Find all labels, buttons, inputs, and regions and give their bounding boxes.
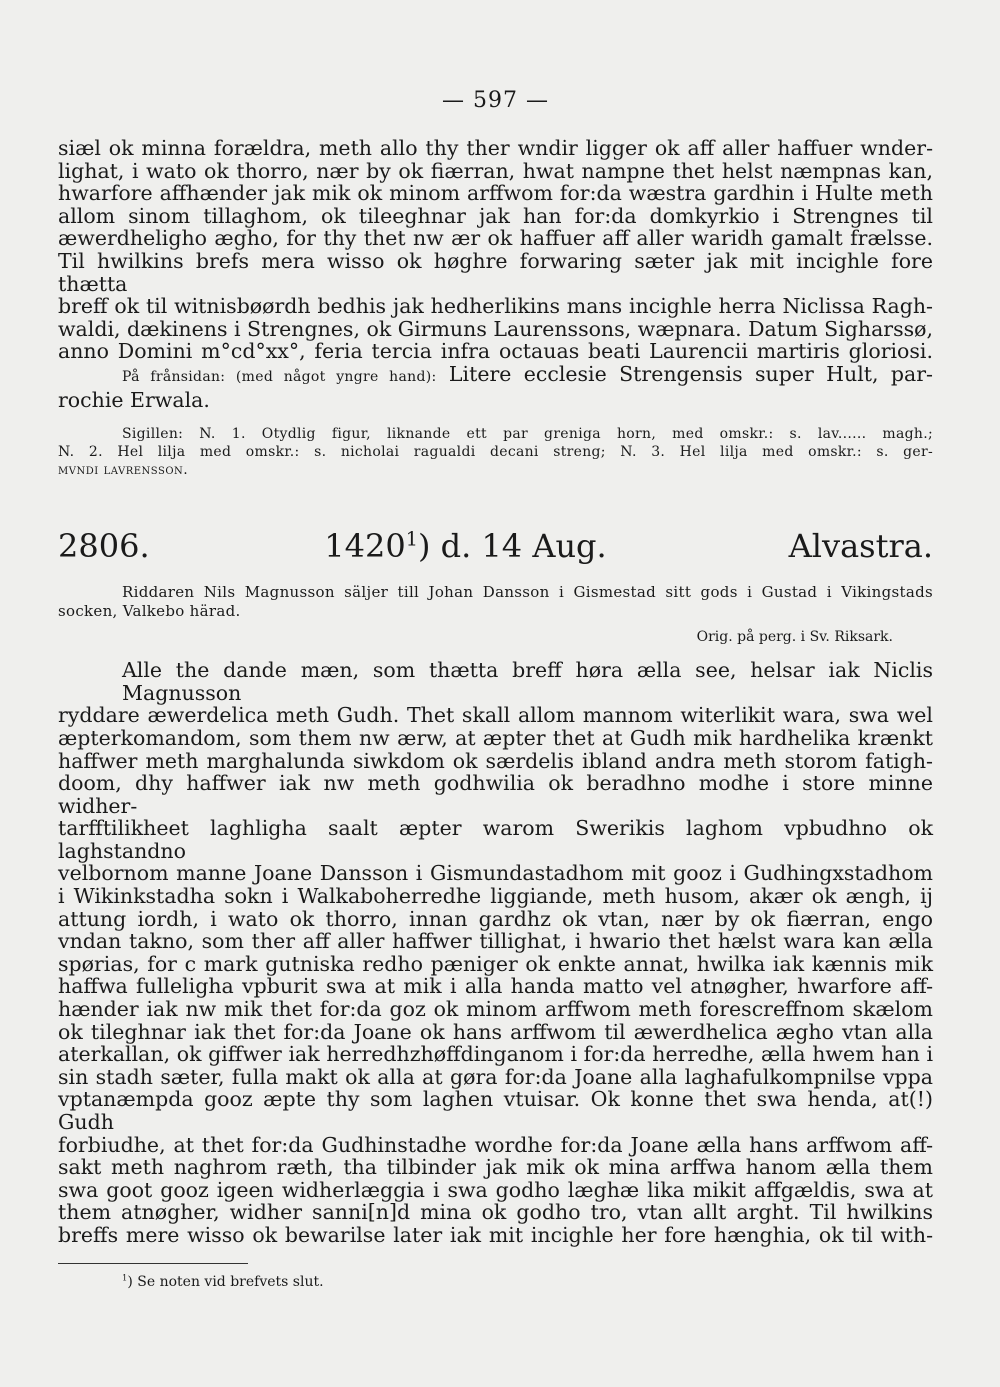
text-line: ok tileghnar iak thet for:da Joane ok hans arffwom til æwerdhelica ægho vtan alla bbox=[58, 1019, 933, 1044]
text-line: haffwer meth marghalunda siwkdom ok særdelis ibland andra meth storom fatigh- bbox=[58, 748, 933, 773]
footnote-marker: 1 bbox=[405, 527, 418, 551]
seals-line: N. 2. Hel lilja med omskr.: s. nicholai ragualdi decani streng; N. 3. Hel lilja med omskr.: s. ger- bbox=[58, 444, 933, 461]
text-line: hwarfore affhænder jak mik ok minom arffwom for:da wæstra gardhin i Hulte meth bbox=[58, 181, 933, 206]
text-line: vptanæmpda gooz æpte thy som laghen vtuisar. Ok konne thet swa henda, at(!) Gudh bbox=[58, 1087, 933, 1134]
text-line: Alle the dande mæn, som thætta breff høra ælla see, helsar iak Niclis Magnusson bbox=[122, 658, 933, 705]
text-line: doom, dhy haffwer iak nw meth godhwilia ok beradhno modhe i store minne widher- bbox=[58, 771, 933, 818]
text-line: i Wikinkstadha sokn i Walkaboherredhe liggiande, meth husom, akær ok ængh, ij bbox=[58, 884, 933, 909]
document-date bbox=[238, 527, 753, 565]
summary-line: Riddaren Nils Magnusson säljer till Johan Dansson i Gismestad sitt gods i Gustad i Vikingstads bbox=[122, 583, 933, 602]
page bbox=[58, 88, 933, 1290]
text-line: breff ok til witnisbøørdh bedhis jak hedherlikins mans incighle herra Niclissa Ragh- bbox=[58, 294, 933, 319]
text-line: waldi, dækinens i Strengnes, ok Girmuns Laurenssons, wæpnara. Datum Sigharssø, bbox=[58, 316, 934, 341]
date-rest: ) d. 14 Aug. bbox=[417, 527, 607, 566]
text-line: siæl ok minna forældra, meth allo thy ther wndir ligger ok aff aller haffuer wnder- bbox=[58, 136, 933, 160]
text-line: forbiudhe, at thet for:da Gudhinstadhe wordhe for:da Joane ælla hans arffwom aff- bbox=[58, 1132, 933, 1157]
text-line: lighat, i wato ok thorro, nær by ok fiærran, hwat nampne thet helst næmpnas kan, bbox=[58, 158, 933, 183]
text-line: attung iordh, i wato ok thorro, innan gardhz ok vtan, nær by ok fiærran, engo bbox=[58, 906, 933, 931]
text-line: anno Domini m°cd°xx°, feria tercia infra octauas beati Laurencii martiris gloriosi. bbox=[58, 339, 933, 364]
footnote-divider bbox=[58, 1263, 248, 1264]
document-place: Alvastra. bbox=[788, 527, 933, 566]
document-number: 2806. bbox=[58, 527, 150, 566]
text-line: rochie Erwala. bbox=[58, 387, 210, 412]
text-line: Til hwilkins brefs mera wisso ok høghre forwaring sæter jak mit incighle fore thætta bbox=[58, 248, 933, 296]
text-line: sakt meth naghrom ræth, tha tilbinder jak mik ok mina arffwa hanom ælla them bbox=[58, 1155, 933, 1180]
fransidan-line bbox=[58, 363, 933, 389]
footnote bbox=[58, 1271, 933, 1290]
fransidan-label: På frånsidan: (med något yngre hand): bbox=[122, 368, 437, 385]
document-summary bbox=[58, 583, 933, 621]
text-line: velbornom manne Joane Dansson i Gismundastadhom mit gooz i Gudhingxstadhom bbox=[58, 861, 933, 886]
text-line: allom sinom tillaghom, ok tileeghnar jak han for:da domkyrkio i Strengnes til bbox=[58, 203, 933, 228]
text-line: æpterkomandom, som them nw ærw, at æpter thet at Gudh mik hardhelika krænkt bbox=[58, 725, 933, 750]
page-number: — 597 — bbox=[442, 88, 549, 113]
date-year: 1420 bbox=[324, 527, 406, 566]
text-line: them atnøgher, widher sanni[n]d mina ok godho tro, vtan allt arght. Til hwilkins bbox=[58, 1200, 933, 1225]
text-line: swa goot gooz igeen widherlæggia i swa godho læghæ lika mikit affgældis, swa at bbox=[58, 1177, 933, 1202]
text-line: aterkallan, ok giffwer iak herredhzhøffdinganom i for:da herredhe, ælla hwem han i bbox=[58, 1042, 933, 1067]
fransidan-text: Litere ecclesie Strengensis super Hult, par- bbox=[448, 361, 933, 386]
document-source: Orig. på perg. i Sv. Riksark. bbox=[696, 629, 893, 646]
text-line: tarfftilikheet laghligha saalt æpter warom Swerikis laghom vpbudhno ok laghstandno bbox=[58, 816, 933, 863]
footnote-marker: 1 bbox=[122, 1271, 128, 1282]
document-text bbox=[58, 659, 933, 1246]
text-line: ryddare æwerdelica meth Gudh. Thet skall allom mannom witerlikit wara, swa wel bbox=[58, 703, 933, 728]
footnote-text: ) Se noten vid brefvets slut. bbox=[127, 1273, 324, 1290]
seals-line: Sigillen: N. 1. Otydlig figur, liknande ett par greniga horn, med omskr.: s. lav...... magh.; bbox=[122, 426, 933, 443]
text-line: hænder iak nw mik thet for:da goz ok minom arffwom meth forescreffnom skælom bbox=[58, 997, 933, 1022]
seals-line: mvndi lavrensson. bbox=[58, 462, 189, 479]
text-line: spørias, for c mark gutniska redho pæniger ok enkte annat, hwilka iak kænnis mik bbox=[58, 951, 933, 976]
continuation-text bbox=[58, 137, 933, 411]
document-heading bbox=[58, 527, 933, 565]
text-line: breffs mere wisso ok bewarilse later iak mit incighle her fore hænghia, ok til with- bbox=[58, 1222, 933, 1247]
text-line: haffwa fulleligha vpburit swa at mik i alla handa matto vel atnøgher, hwarfore aff- bbox=[58, 974, 933, 999]
summary-line: socken, Valkebo härad. bbox=[58, 602, 241, 621]
seals-description bbox=[58, 425, 933, 479]
text-line: æwerdheligho ægho, for thy thet nw ær ok haffuer aff aller waridh gamalt frælsse. bbox=[58, 226, 933, 251]
text-line: vndan takno, som ther aff aller haffwer tillighat, i hwario thet hælst wara kan ælla bbox=[58, 929, 933, 954]
text-line: sin stadh sæter, fulla makt ok alla at gøra for:da Joane alla laghafulkompnilse vppa bbox=[58, 1064, 933, 1089]
